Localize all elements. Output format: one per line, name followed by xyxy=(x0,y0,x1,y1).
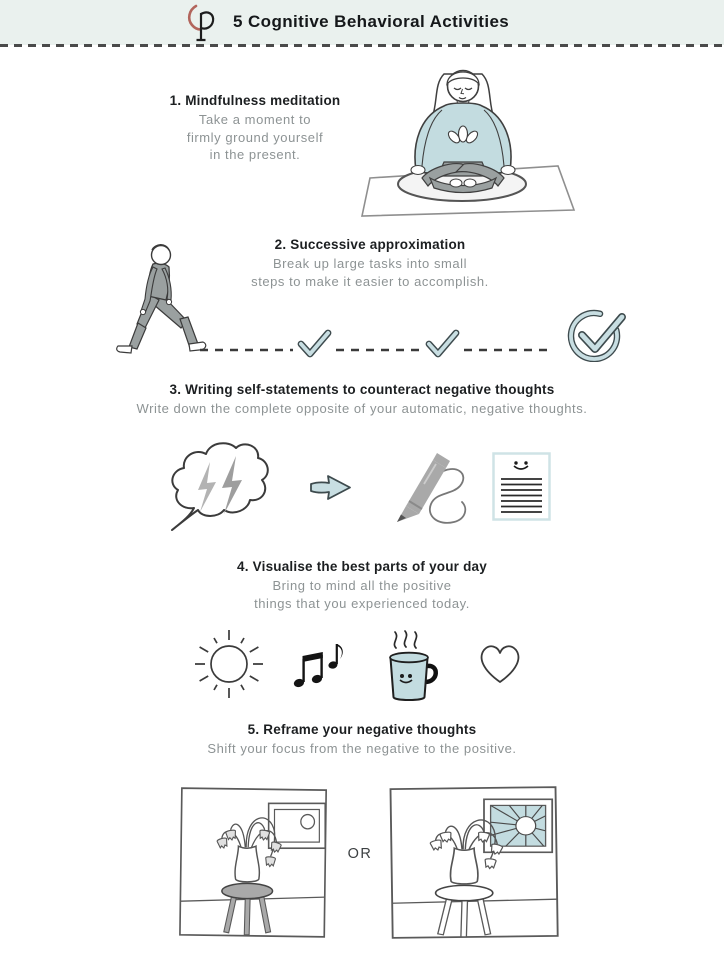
section-4-sub-line1: Bring to mind all the positive xyxy=(272,578,452,593)
stool-icon xyxy=(436,885,493,936)
section-2-sub-line1: Break up large tasks into small xyxy=(272,256,468,271)
sun-icon xyxy=(189,620,269,704)
meditating-woman-illustration xyxy=(358,58,580,218)
music-notes-icon xyxy=(286,634,348,694)
section-5-text xyxy=(122,722,602,758)
section-1-text xyxy=(120,93,390,164)
section-4-text xyxy=(182,559,542,612)
room-negative-view-illustration xyxy=(177,783,333,944)
section-2-text xyxy=(225,237,515,290)
section-3-text xyxy=(0,382,724,418)
steam-icon xyxy=(394,631,416,648)
checkmark-icon xyxy=(429,333,456,354)
window-moon-icon xyxy=(269,803,326,848)
smiling-mug-icon xyxy=(379,626,441,706)
storm-thought-cloud-icon xyxy=(162,428,270,538)
pen-writing-icon xyxy=(376,444,474,538)
section-1-sub-line2: firmly ground yourself xyxy=(186,129,324,145)
smiley-notes-page-icon xyxy=(492,452,551,521)
psi-logo-icon xyxy=(184,4,218,44)
section-3-sub-line1: Write down the complete opposite of your automatic, negative thoughts. xyxy=(136,401,588,416)
header-bar xyxy=(0,0,724,45)
room-positive-view-illustration xyxy=(385,783,561,944)
section-4-title: 4. Visualise the best parts of your day xyxy=(237,559,487,574)
section-1-title: 1. Mindfulness meditation xyxy=(169,93,341,108)
section-2-sub-line2: steps to make it easier to accomplish. xyxy=(251,273,489,289)
or-separator-label: OR xyxy=(347,846,373,862)
heart-icon xyxy=(475,640,525,686)
checkmark-icon xyxy=(301,333,328,354)
section-5-title: 5. Reframe your negative thoughts xyxy=(247,722,477,737)
stool-icon xyxy=(222,883,273,934)
section-1-sub-line3: in the present. xyxy=(209,147,301,162)
section-4-sub-line2: things that you experienced today. xyxy=(254,595,470,611)
page-title: 5 Cognitive Behavioral Activities xyxy=(233,12,510,31)
section-3-title: 3. Writing self-statements to counteract negative thoughts xyxy=(169,382,555,397)
section-5-sub-line1: Shift your focus from the negative to the positive. xyxy=(207,741,517,756)
section-1-sub-line1: Take a moment to xyxy=(198,112,312,127)
dashed-divider xyxy=(0,44,724,47)
arrow-right-icon xyxy=(308,472,354,503)
circled-checkmark-icon xyxy=(571,313,622,359)
section-2-title: 2. Successive approximation xyxy=(274,237,466,252)
dashed-progress-path xyxy=(198,304,632,362)
